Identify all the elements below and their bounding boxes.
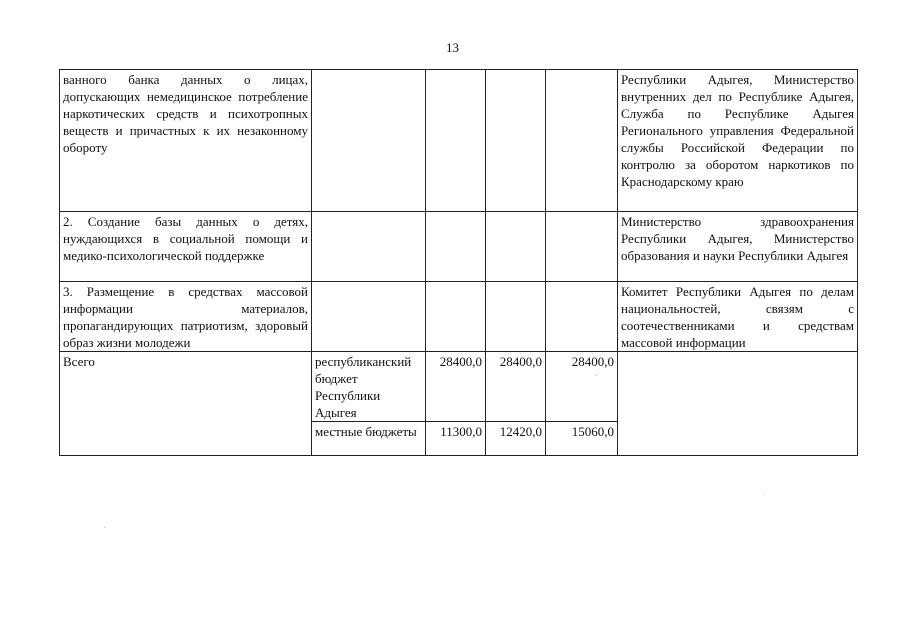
- empty-cell: [546, 212, 618, 282]
- empty-cell: [312, 212, 426, 282]
- scan-speck: [104, 527, 105, 528]
- empty-cell: [312, 70, 426, 212]
- empty-cell: [426, 212, 486, 282]
- empty-cell: [486, 70, 546, 212]
- empty-cell: [546, 70, 618, 212]
- total-row-republican: [60, 352, 858, 422]
- executor-cell: Комитет Республики Адыгея по делам национальностей, связям с соотечественниками и средствам массовой информации: [618, 282, 858, 352]
- amount-cell: 12420,0: [486, 422, 546, 456]
- amount-cell: 28400,0: [546, 352, 618, 422]
- table-row: [60, 212, 858, 282]
- empty-cell: [486, 212, 546, 282]
- empty-cell: [426, 70, 486, 212]
- empty-cell: [486, 282, 546, 352]
- amount-cell: 15060,0: [546, 422, 618, 456]
- table-row: [60, 70, 858, 212]
- scan-speck: [596, 375, 597, 376]
- executor-cell: Министерство здравоохранения Республики Адыгея, Министерство образования и науки Республики Адыгея: [618, 212, 858, 282]
- table-row: [60, 282, 858, 352]
- funding-source-cell: республиканский бюджет Республики Адыгея: [312, 352, 426, 422]
- activity-cell: 3. Размещение в средствах массовой информации материалов, пропагандирующих патриотизм, здоровый образ жизни молодежи: [60, 282, 312, 352]
- amount-cell: 28400,0: [426, 352, 486, 422]
- empty-cell: [618, 352, 858, 456]
- page-number: 13: [446, 40, 459, 55]
- amount-cell: 11300,0: [426, 422, 486, 456]
- executor-cell: Республики Адыгея, Министерство внутренних дел по Республике Адыгея, Служба по Республике Адыгея Регионального управления Федеральной службы Российской Федерации по контролю за оборотом наркотиков по Краснодарскому краю: [618, 70, 858, 212]
- program-activities-table: [59, 69, 858, 456]
- empty-cell: [546, 282, 618, 352]
- empty-cell: [312, 282, 426, 352]
- scan-speck: [763, 494, 764, 495]
- funding-source-cell: местные бюджеты: [312, 422, 426, 456]
- total-label: Всего: [60, 352, 312, 456]
- amount-cell: 28400,0: [486, 352, 546, 422]
- activity-cell: 2. Создание базы данных о детях, нуждающихся в социальной помощи и медико-психологической поддержке: [60, 212, 312, 282]
- activity-cell: ванного банка данных о лицах, допускающих немедицинское потребление наркотических средств и психотропных веществ и причастных к их незаконному обороту: [60, 70, 312, 212]
- empty-cell: [426, 282, 486, 352]
